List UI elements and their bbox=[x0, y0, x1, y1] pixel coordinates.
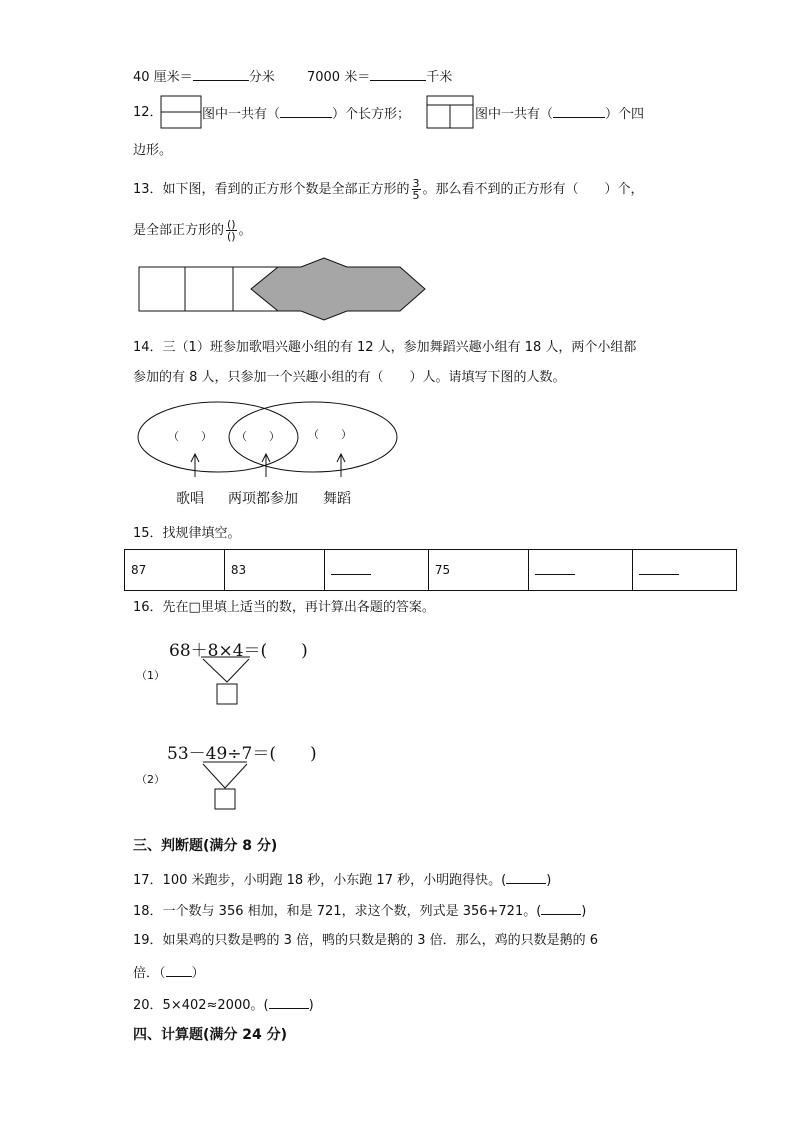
q12-text2-start: 图中一共有（ bbox=[475, 107, 554, 122]
q20-blank[interactable] bbox=[269, 996, 309, 1009]
q15-sequence-table bbox=[124, 549, 737, 591]
q18 bbox=[133, 902, 586, 920]
q19-line-1: 19．如果鸡的只数是鸭的 3 倍，鸭的只数是鹅的 3 倍．那么，鸡的只数是鹅的 6 bbox=[133, 933, 599, 948]
q13-squares-figure bbox=[138, 262, 428, 312]
q14-line-1: 14．三（1）班参加歌唱兴趣小组的有 12 人，参加舞蹈兴趣小组有 18 人，两个小组都 bbox=[133, 340, 637, 355]
q20-text: 20．5×402≈2000。( bbox=[133, 998, 269, 1013]
q17-text: 17．100 米跑步，小明跑 18 秒，小东跑 17 秒，小明跑得快。( bbox=[133, 873, 507, 888]
q16-expr-2: 53－49÷7＝( ) bbox=[167, 744, 317, 764]
q17 bbox=[133, 871, 551, 889]
q12-text-2 bbox=[475, 105, 644, 123]
q16-answer-box-2 bbox=[215, 789, 235, 809]
q11-part2-unit: 千米 bbox=[426, 70, 453, 85]
seq-cell-6-blank[interactable] bbox=[632, 550, 736, 591]
q11-blank-1[interactable] bbox=[193, 68, 249, 81]
q16-answer-box-1 bbox=[217, 684, 237, 704]
q12-blank-1[interactable] bbox=[280, 105, 332, 118]
q16-tree-1 bbox=[198, 656, 254, 706]
section-4-title: 四、计算题(满分 24 分) bbox=[133, 1027, 288, 1043]
q19-line-2 bbox=[133, 964, 205, 982]
q16-expr-1: 68＋8×4＝( ) bbox=[169, 641, 308, 661]
q12-blank-2[interactable] bbox=[553, 105, 605, 118]
q13-fraction-3-5 bbox=[412, 178, 421, 201]
q11-part2-prefix: 7000 米＝ bbox=[306, 70, 371, 85]
q20 bbox=[133, 996, 314, 1014]
q13-line2-b: 。 bbox=[238, 223, 252, 238]
q18-close: ) bbox=[581, 904, 587, 919]
venn-label-dance: 舞蹈 bbox=[323, 491, 351, 507]
q13-frac1-den: 5 bbox=[412, 189, 420, 202]
q19-text: 倍．（ bbox=[133, 966, 166, 981]
seq-cell-5-blank[interactable] bbox=[528, 550, 632, 591]
venn-left-blank[interactable]: （ ） bbox=[168, 430, 212, 443]
q12-text1-end: ）个长方形； bbox=[332, 107, 411, 122]
q11-blank-2[interactable] bbox=[370, 68, 426, 81]
q16-tree-2 bbox=[200, 761, 256, 811]
seq-cell-3-blank[interactable] bbox=[324, 550, 428, 591]
q12-figure-1 bbox=[160, 95, 202, 129]
q14-line-2: 参加的有 8 人，只参加一个兴趣小组的有（ ）人。请填写下图的人数。 bbox=[133, 370, 566, 385]
q13-line2-a: 是全部正方形的 bbox=[133, 223, 225, 238]
q12-text2-end: ）个四 bbox=[605, 107, 645, 122]
q18-blank[interactable] bbox=[541, 902, 581, 915]
q13-line1-a: 13．如下图，看到的正方形个数是全部正方形的 bbox=[133, 182, 410, 197]
q17-close: ) bbox=[546, 873, 552, 888]
venn-middle-blank[interactable]: （ ） bbox=[236, 430, 280, 443]
q11-line bbox=[133, 68, 452, 86]
q13-grey-star bbox=[251, 258, 425, 320]
q13-frac1-num: 3 bbox=[412, 177, 420, 190]
q13-fraction-blank[interactable] bbox=[226, 219, 237, 242]
q11-part1-unit: 分米 bbox=[248, 70, 275, 85]
q12-figure-2 bbox=[426, 95, 474, 129]
q12-text1-start: 图中一共有（ bbox=[202, 107, 281, 122]
q17-blank[interactable] bbox=[506, 871, 546, 884]
section-3-title: 三、判断题(满分 8 分) bbox=[133, 838, 278, 854]
q19-blank[interactable] bbox=[166, 964, 192, 977]
venn-label-both: 两项都参加 bbox=[228, 491, 298, 507]
seq-cell-4: 75 bbox=[428, 550, 528, 591]
q16-label-1: （1） bbox=[136, 669, 165, 682]
q12-continuation: 边形。 bbox=[133, 143, 173, 158]
q18-text: 18．一个数与 356 相加，和是 721，求这个数，列式是 356+721。( bbox=[133, 904, 542, 919]
seq-cell-1: 87 bbox=[125, 550, 225, 591]
q13-frac2-num: () bbox=[227, 218, 236, 231]
q15-title: 15．找规律填空。 bbox=[133, 526, 241, 541]
q11-part1-prefix: 40 厘米＝ bbox=[133, 70, 193, 85]
q13-square-2 bbox=[185, 267, 233, 311]
q12-text-1 bbox=[202, 105, 410, 123]
seq-cell-2: 83 bbox=[224, 550, 324, 591]
q13-line1-b: 。那么看不到的正方形有（ ）个， bbox=[422, 182, 644, 197]
q16-label-2: （2） bbox=[136, 773, 165, 786]
q13-frac2-den: () bbox=[227, 230, 236, 243]
q13-line-2 bbox=[133, 219, 252, 242]
q13-square-1 bbox=[139, 267, 185, 311]
q13-line-1 bbox=[133, 178, 644, 201]
q20-close: ) bbox=[308, 998, 314, 1013]
q16-title: 16．先在□里填上适当的数，再计算出各题的答案。 bbox=[133, 600, 435, 615]
q19-close: ） bbox=[191, 966, 205, 981]
venn-right-blank[interactable]: （ ） bbox=[308, 428, 352, 441]
venn-label-sing: 歌唱 bbox=[176, 491, 204, 507]
q12-number: 12． bbox=[133, 105, 163, 120]
